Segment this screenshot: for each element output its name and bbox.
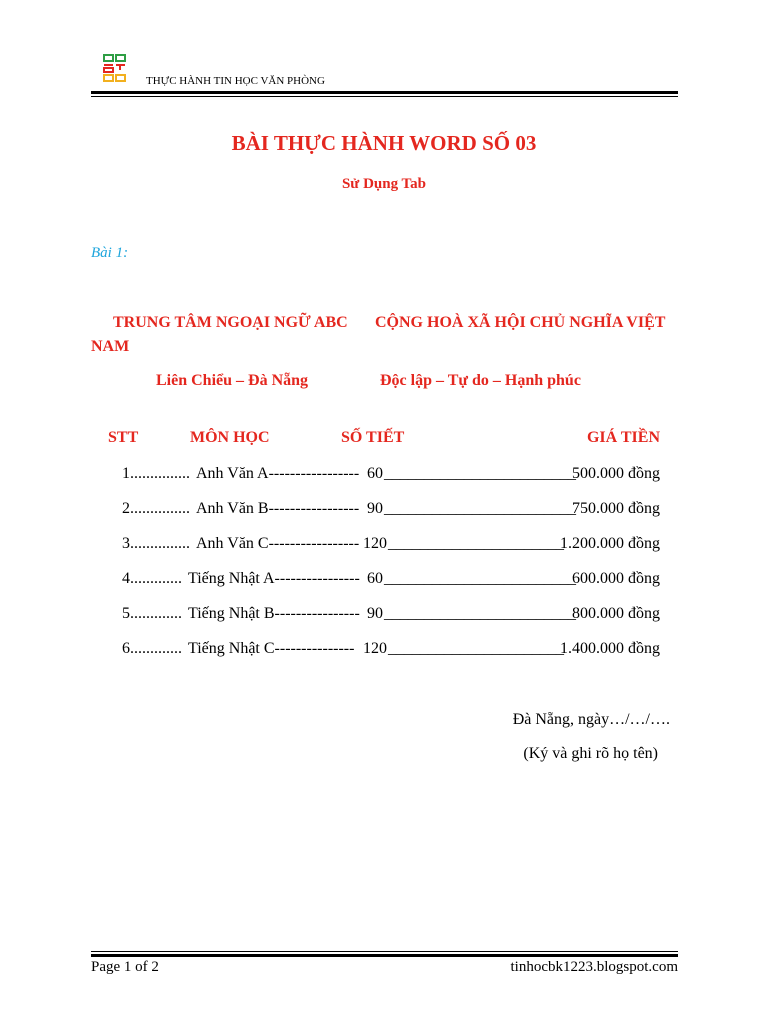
row-hours: 120 bbox=[363, 535, 387, 552]
signature-date-line: Đà Nẵng, ngày…/…/…. bbox=[512, 711, 670, 728]
footer-rule-thin bbox=[91, 951, 678, 952]
row-course: Anh Văn A----------------- bbox=[196, 465, 360, 482]
header-rule-thin bbox=[91, 96, 678, 97]
row-stt: 4............. bbox=[122, 570, 182, 587]
footer-website: tinhocbk1223.blogspot.com bbox=[510, 959, 678, 975]
table-row bbox=[122, 605, 662, 627]
table-row bbox=[122, 570, 662, 592]
footer-rule-thick bbox=[91, 954, 678, 957]
letterhead-motto: Độc lập – Tự do – Hạnh phúc bbox=[380, 372, 581, 389]
page-title: BÀI THỰC HÀNH WORD SỐ 03 bbox=[231, 131, 537, 155]
letterhead-org-name: TRUNG TÂM NGOẠI NGỮ ABC bbox=[113, 314, 348, 331]
row-stt: 3............... bbox=[122, 535, 190, 552]
column-header-stt: STT bbox=[108, 429, 139, 446]
row-leader: ________________________ bbox=[384, 500, 576, 517]
row-leader: ________________________ bbox=[384, 465, 576, 482]
row-leader: ______________________ bbox=[388, 535, 564, 552]
row-price: 1.200.000 đồng bbox=[560, 535, 660, 552]
row-course: Tiếng Nhật A---------------- bbox=[188, 570, 360, 587]
row-price: 1.400.000 đồng bbox=[560, 640, 660, 657]
row-leader: ________________________ bbox=[384, 605, 576, 622]
table-row bbox=[122, 640, 662, 662]
signature-instruction: (Ký và ghi rõ họ tên) bbox=[523, 745, 658, 762]
row-course: Tiếng Nhật B---------------- bbox=[188, 605, 360, 622]
table-row bbox=[122, 465, 662, 487]
table-row bbox=[122, 500, 662, 522]
row-leader: ________________________ bbox=[384, 570, 576, 587]
row-leader: ______________________ bbox=[388, 640, 564, 657]
column-header-hours: SỐ TIẾT bbox=[341, 429, 405, 446]
row-course: Anh Văn B----------------- bbox=[196, 500, 360, 517]
row-stt: 6............. bbox=[122, 640, 182, 657]
header-text: THỰC HÀNH TIN HỌC VĂN PHÒNG bbox=[146, 75, 325, 87]
row-course: Tiếng Nhật C--------------- bbox=[188, 640, 355, 657]
letterhead-org-location: Liên Chiểu – Đà Nẵng bbox=[156, 372, 309, 389]
row-hours: 60 bbox=[367, 465, 383, 482]
column-header-course: MÔN HỌC bbox=[190, 429, 270, 446]
row-hours: 90 bbox=[367, 605, 383, 622]
row-stt: 1............... bbox=[122, 465, 190, 482]
letterhead-country-name: CỘNG HOÀ XÃ HỘI CHỦ NGHĨA VIỆT bbox=[375, 314, 666, 331]
column-header-price: GIÁ TIỀN bbox=[586, 429, 660, 446]
row-price: 500.000 đồng bbox=[572, 465, 660, 482]
page-number: Page 1 of 2 bbox=[91, 959, 159, 975]
row-stt: 2............... bbox=[122, 500, 190, 517]
logo-icon bbox=[103, 54, 129, 82]
row-hours: 60 bbox=[367, 570, 383, 587]
row-hours: 90 bbox=[367, 500, 383, 517]
page-subtitle: Sử Dụng Tab bbox=[341, 176, 427, 192]
row-price: 800.000 đồng bbox=[572, 605, 660, 622]
row-stt: 5............. bbox=[122, 605, 182, 622]
letterhead-country-name-wrap: NAM bbox=[91, 338, 130, 355]
row-price: 750.000 đồng bbox=[572, 500, 660, 517]
table-row bbox=[122, 535, 662, 557]
row-price: 600.000 đồng bbox=[572, 570, 660, 587]
row-hours: 120 bbox=[363, 640, 387, 657]
header-rule-thick bbox=[91, 91, 678, 94]
exercise-label: Bài 1: bbox=[91, 245, 129, 261]
row-course: Anh Văn C----------------- bbox=[196, 535, 360, 552]
